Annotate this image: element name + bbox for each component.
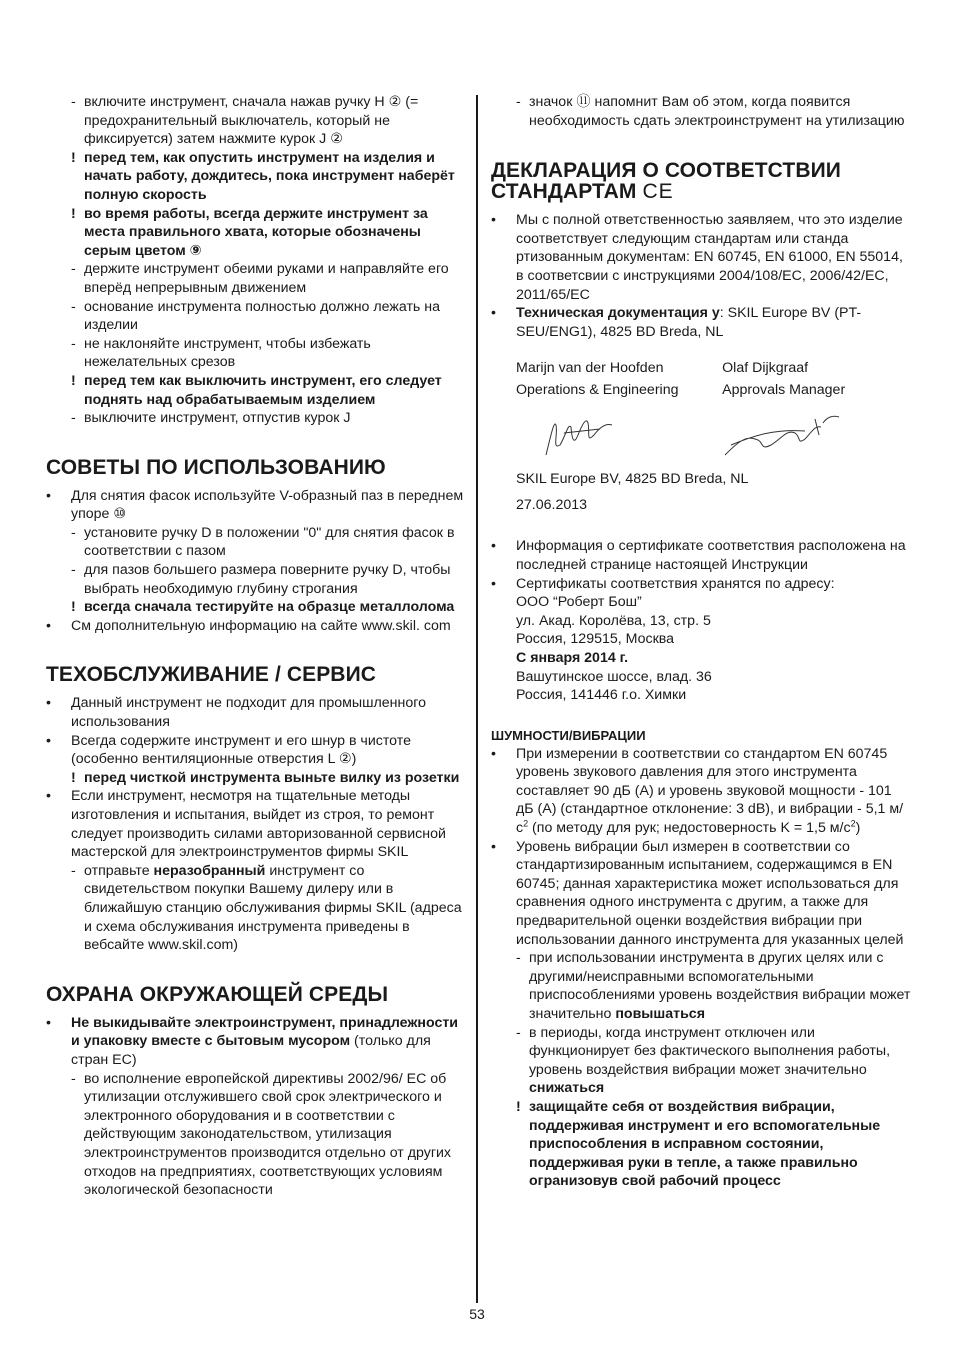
right-column <box>491 93 913 1191</box>
list-item: - не наклоняйте инструмент, чтобы избежать нежелательных срезов <box>71 335 371 371</box>
bullet-item: • Техническая документация у: SKIL Europe BV (PT-SEU/ENG1), 4825 BD Breda, NL <box>491 305 862 340</box>
heading-declaration: ДЕКЛАРАЦИЯ О СООТВЕТСТВИИ СТАНДАРТАМ CE <box>491 159 842 204</box>
signature-block <box>491 357 913 517</box>
bullet-item: • Всегда содержите инструмент и его шнур в чистоте (особенно вентиляционные отверстия L ②) <box>46 732 411 768</box>
list-item: - основание инструмента полностью должно лежать на изделии <box>71 298 440 334</box>
bullet-item: • Для снятия фасок используйте V-образный паз в переднем упоре ⑩ <box>46 487 464 523</box>
heading-service: ТЕХОБСЛУЖИВАНИЕ / СЕРВИС <box>46 663 377 687</box>
list-item: - отправьте неразобранный инструмент со свидетельством покупки Вашему дилеру или в ближайшую станцию обслуживания фирмы SKIL (адреса и схема обслуживания инструмента приведены в вебсайте www.skil.com) <box>71 862 462 954</box>
list-item: - включите инструмент, сначала нажав ручку H ② (= предохранительный выключатель, который не фиксируется) затем нажмите курок J ② <box>71 94 419 148</box>
warning-item: ! во время работы, всегда держите инструмент за места правильного хвата, которые обозначены серым цветом ⑨ <box>71 205 428 259</box>
list-item: - во исполнение европейской директивы 2002/96/ ЕС об утилизации отслужившего свой срок электрического и электронного оборудования и в соответствии с действующим законодательством, утилизация электроинструментов производится отдельно от других отходов на предприятиях, соответствующих условиям экологической безопасности <box>71 1070 452 1199</box>
heading-environment: ОХРАНА ОКРУЖАЮЩЕЙ СРЕДЫ <box>46 982 389 1006</box>
list-item: - значок ⑪ напомнит Вам об этом, когда появится необходимость сдать электроинструмент на утилизацию <box>516 94 905 129</box>
bullet-item: • Данный инструмент не подходит для промышленного использования <box>46 695 426 731</box>
heading-noise: ШУМНОСТИ/ВИБРАЦИИ <box>491 727 646 743</box>
list-item: - установите ручку D в положении "0" для снятия фасок в соответствии с пазом <box>71 524 455 560</box>
bullet-item: • Уровень вибрации был измерен в соответствии со стандартизированным испытанием, содержащимся в EN 60745; данная характеристика может использоваться для сравнения одного инструмента с другим, а также для предварительной оценки воздействия вибрации при использовании данного инструмента для указанных целей <box>491 838 904 948</box>
bullet-item: • Не выкидывайте электроинструмент, принадлежности и упаковку вместе с бытовым мусором (только для стран ЕС) <box>46 1014 459 1068</box>
warning-item: ! защищайте себя от воздействия вибрации, поддерживая инструмент и его вспомогательные приспособления в исправном состоянии, поддерживая руки в тепле, а также правильно огранизовув свой рабочий процесс <box>516 1098 881 1190</box>
signature-icon <box>715 405 914 465</box>
signer-name: Marijn van der Hoofden <box>516 360 664 377</box>
column-divider <box>476 95 478 1303</box>
page-number: 53 <box>469 1306 485 1322</box>
list-item: - при использовании инструмента в других целях или с другими/неисправными вспомогательными приспособлениями уровень воздействия вибрации может значительно повышаться <box>516 950 911 1022</box>
left-column <box>46 93 466 1200</box>
warning-item: ! перед тем, как опустить инструмент на изделия и начать работу, дождитесь, пока инструмент наберёт полную скорость <box>71 149 455 203</box>
bullet-item: • Информация о сертификате соответствия расположена на последней странице настоящей Инструкции <box>491 538 906 573</box>
signer-title: Approvals Manager <box>722 382 846 399</box>
warning-item: ! всегда сначала тестируйте на образце металлолома <box>71 599 455 616</box>
signature-icon <box>516 405 715 465</box>
list-item: - выключите инструмент, отпустив курок J <box>71 410 351 427</box>
list-item: - в периоды, когда инструмент отключен или функционирует без фактического выполнения работы, уровень воздействия вибрации может значительно снижаться <box>516 1024 891 1097</box>
signer-name: Olaf Dijkgraaf <box>722 360 809 377</box>
bullet-item: • Мы с полной ответственностью заявляем, что это изделие соответствует следующим стандартам или станда ртизованным документам: EN 60745, EN 61000, EN 55014, в соответсвии с инструкциями 2004/108/EC, 2006/42/EC, 2011/65/EC <box>491 212 903 303</box>
signer-title: Operations & Engineering <box>516 382 679 399</box>
declaration-date: 27.06.2013 <box>516 497 588 514</box>
heading-tips: СОВЕТЫ ПО ИСПОЛЬЗОВАНИЮ <box>46 455 386 479</box>
ce-mark-icon: CE <box>642 180 674 204</box>
list-item: - для пазов большего размера поверните ручку D, чтобы выбрать необходимую глубину строгания <box>71 562 451 597</box>
warning-item: ! перед чисткой инструмента выньте вилку из розетки <box>71 769 460 786</box>
bullet-item: • Сертификаты соответствия хранятся по адресу: ООО “Роберт Бош” ул. Акад. Королёва, 13, стр. 5 Россия, 129515, Москва С января 2014 г. Вашутинское шоссе, влад. 36 Россия, 141446 г.о. Химки <box>491 575 835 704</box>
list-item: - держите инструмент обеими руками и направляйте его вперёд непрерывным движением <box>71 261 449 296</box>
warning-item: ! перед тем как выключить инструмент, его следует поднять над обрабатываемым изделием <box>71 372 442 408</box>
bullet-item: • При измерении в соответствии со стандартом EN 60745 уровень звукового давления для этого инструмента составляет 90 дБ (A) и уровень звуковой мощности - 101 дБ (А) (стандартное отклонение: 3 dB), и вибрации - 5,1 $м/с^2$ (по методу для рук; недостоверность K = 1,5 $м/с^2$) <box>491 745 904 837</box>
bullet-item: • См дополнительную информацию на сайте www.skil. com <box>46 617 451 634</box>
bullet-item: • Если инструмент, несмотря на тщательные методы изготовления и испытания, выйдет из строя, то ремонт следует производить силами авторизованной сервисной мастерской для электроинструментов фирмы SKIL <box>46 788 446 861</box>
company-address: SKIL Europe BV, 4825 BD Breda, NL <box>516 471 749 488</box>
